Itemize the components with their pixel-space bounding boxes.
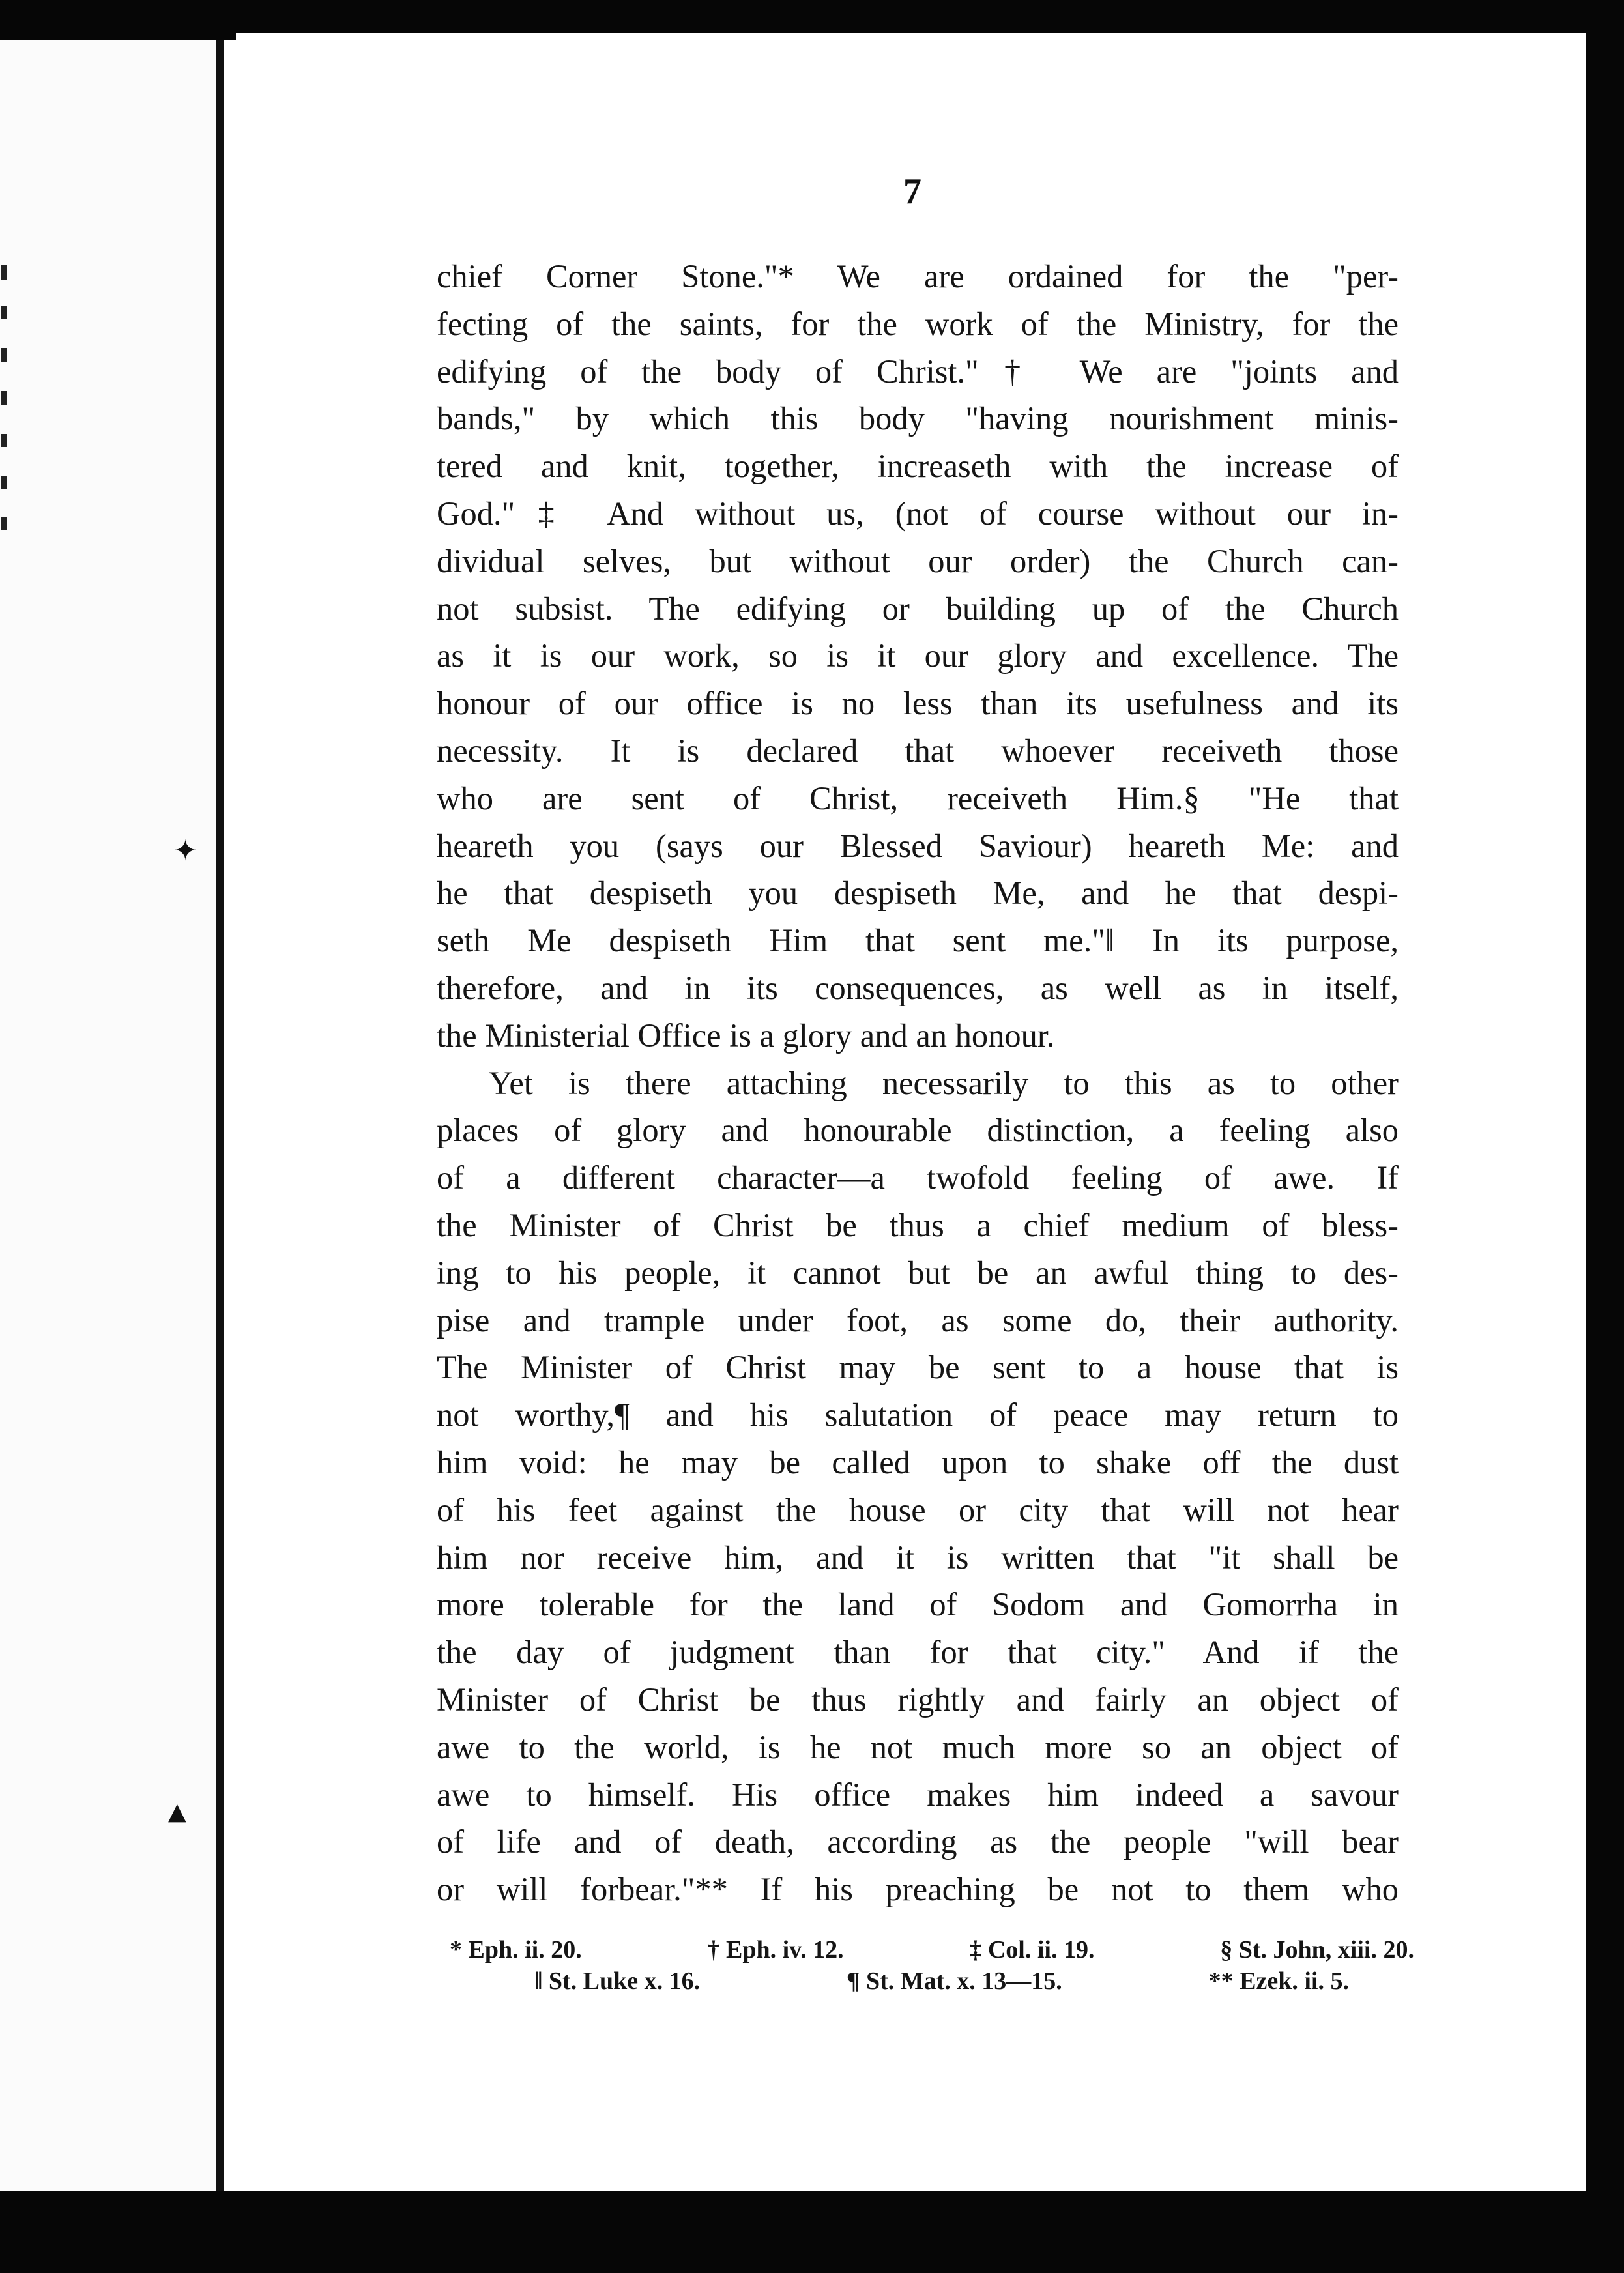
page-number: 7 (903, 171, 921, 212)
text-line: heareth you (says our Blessed Saviour) heareth Me: and (437, 827, 1399, 864)
footnote: ¶ St. Mat. x. 13—15. (846, 1967, 1062, 1995)
footnote: † Eph. iv. 12. (707, 1936, 844, 1963)
facing-page-edge (0, 40, 216, 2191)
text-line: more tolerable for the land of Sodom and Gomorrha in (437, 1586, 1399, 1623)
text-line: not worthy,¶ and his salutation of peace may return to (437, 1397, 1399, 1434)
text-line: Minister of Christ be thus rightly and fairly an object of (437, 1681, 1399, 1718)
text-line: ing to his people, it cannot but be an awful thing to des- (437, 1254, 1399, 1291)
text-line: him nor receive him, and it is written that "it shall be (437, 1539, 1399, 1576)
text-line: necessity. It is declared that whoever receiveth those (437, 732, 1399, 769)
text-line: who are sent of Christ, receiveth Him.§ "He that (437, 779, 1399, 817)
text-line: of life and of death, according as the people "will bear (437, 1823, 1399, 1860)
text-line: he that despiseth you despiseth Me, and he that despi- (437, 875, 1399, 912)
text-line: not subsist. The edifying or building up of the Church (437, 590, 1399, 627)
text-line: tered and knit, together, increaseth with the increase of (437, 448, 1399, 485)
text-line: chief Corner Stone."* We are ordained for the "per- (437, 258, 1399, 295)
text-line: places of glory and honourable distinction, a feeling also (437, 1112, 1399, 1149)
text-line: God."‡ And without us, (not of course without our in- (437, 495, 1399, 532)
text-line: fecting of the saints, for the work of the Ministry, for the (437, 305, 1399, 342)
footnote: ‖ St. Luke x. 16. (534, 1967, 701, 1995)
binding-gutter (216, 40, 236, 2191)
footnote-row (450, 1965, 1414, 1997)
text-line: therefore, and in its consequences, as well as in itself, (437, 969, 1399, 1006)
text-line: or will forbear."** If his preaching be not to them who (437, 1871, 1399, 1908)
text-line: the Minister of Christ be thus a chief medium of bless- (437, 1206, 1399, 1243)
footnote: § St. John, xiii. 20. (1220, 1936, 1414, 1963)
binding-mark-upper: ✦ (173, 834, 197, 867)
text-line: as it is our work, so is it our glory and excellence. The (437, 637, 1399, 674)
footnote: ** Ezek. ii. 5. (1208, 1967, 1349, 1995)
text-line: Yet is there attaching necessarily to this as to other (489, 1064, 1399, 1101)
text-line: dividual selves, but without our order) the Church can- (437, 542, 1399, 579)
text-line: seth Me despiseth Him that sent me."‖ In its purpose, (437, 922, 1399, 959)
text-line: him void: he may be called upon to shake off the dust (437, 1443, 1399, 1481)
footnote-row (450, 1934, 1414, 1965)
text-line: the Ministerial Office is a glory and an honour. (437, 1017, 1055, 1054)
footnote: * Eph. ii. 20. (450, 1936, 582, 1963)
text-line: The Minister of Christ may be sent to a house that is (437, 1349, 1399, 1386)
text-line: the day of judgment than for that city." And if the (437, 1634, 1399, 1671)
text-line: pise and trample under foot, as some do, their authority. (437, 1301, 1399, 1339)
text-line: bands," by which this body "having nourishment minis- (437, 400, 1399, 437)
text-line: awe to the world, is he not much more so an object of (437, 1728, 1399, 1765)
text-line: of a different character—a twofold feeling of awe. If (437, 1159, 1399, 1196)
binding-mark-lower: ▲ (168, 1799, 186, 1825)
text-line: of his feet against the house or city that will not hear (437, 1491, 1399, 1528)
text-line: honour of our office is no less than its usefulness and its (437, 685, 1399, 722)
footnotes (450, 1934, 1414, 1997)
body-text (437, 253, 1399, 1913)
text-line: edifying of the body of Christ."† We are "joints and (437, 353, 1399, 390)
footnote: ‡ Col. ii. 19. (969, 1936, 1095, 1963)
text-line: awe to himself. His office makes him indeed a savour (437, 1776, 1399, 1813)
